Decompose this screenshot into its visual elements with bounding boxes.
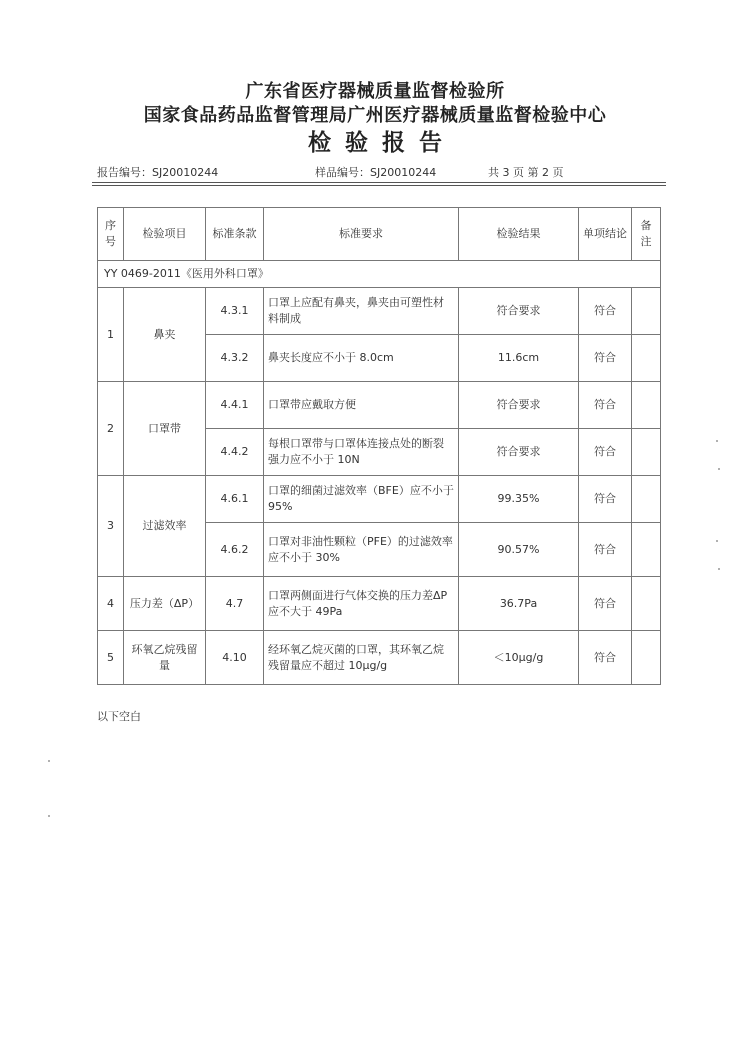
- row-number: 4: [98, 577, 124, 631]
- scan-speck: [718, 568, 720, 570]
- note: [632, 476, 661, 523]
- conclusion: 符合: [579, 288, 632, 335]
- requirement: 口罩对非油性颗粒（PFE）的过滤效率应不小于 30%: [264, 523, 459, 577]
- table-row: [98, 382, 661, 429]
- header-clause: 标准条款: [206, 208, 264, 261]
- sample-number: 样品编号：SJ20010244: [315, 166, 437, 179]
- table-row: [98, 476, 661, 523]
- result: 11.6cm: [459, 335, 579, 382]
- clause: 4.4.2: [206, 429, 264, 476]
- header-no: 序号: [98, 208, 124, 261]
- requirement: 口罩上应配有鼻夹，鼻夹由可塑性材料制成: [264, 288, 459, 335]
- note: [632, 523, 661, 577]
- scan-speck: [716, 540, 718, 542]
- org-name-line2: 国家食品药品监督管理局广州医疗器械质量监督检验中心: [143, 105, 607, 126]
- scan-speck: [716, 440, 718, 442]
- header-rule: [92, 182, 666, 183]
- result: 符合要求: [459, 288, 579, 335]
- header-note: 备注: [632, 208, 661, 261]
- requirement: 口罩带应戴取方便: [264, 382, 459, 429]
- header-item: 检验项目: [124, 208, 206, 261]
- note: [632, 382, 661, 429]
- row-number: 1: [98, 288, 124, 382]
- note: [632, 577, 661, 631]
- conclusion: 符合: [579, 523, 632, 577]
- requirement: 鼻夹长度应不小于 8.0cm: [264, 335, 459, 382]
- row-number: 3: [98, 476, 124, 577]
- standard-name: YY 0469-2011《医用外科口罩》: [98, 261, 661, 288]
- result: 90.57%: [459, 523, 579, 577]
- table-header-row: [98, 208, 661, 261]
- scan-speck: [718, 468, 720, 470]
- table-row: [98, 631, 661, 685]
- conclusion: 符合: [579, 476, 632, 523]
- blank-below-note: 以下空白: [97, 710, 141, 723]
- note: [632, 335, 661, 382]
- requirement: 每根口罩带与口罩体连接点处的断裂强力应不小于 10N: [264, 429, 459, 476]
- clause: 4.6.1: [206, 476, 264, 523]
- document-title: 检验报告: [308, 130, 456, 156]
- scan-speck: [48, 815, 50, 817]
- clause: 4.7: [206, 577, 264, 631]
- row-number: 5: [98, 631, 124, 685]
- test-item: 口罩带: [124, 382, 206, 476]
- conclusion: 符合: [579, 631, 632, 685]
- conclusion: 符合: [579, 429, 632, 476]
- note: [632, 631, 661, 685]
- test-item: 过滤效率: [124, 476, 206, 577]
- clause: 4.3.2: [206, 335, 264, 382]
- conclusion: 符合: [579, 335, 632, 382]
- note: [632, 429, 661, 476]
- result: 符合要求: [459, 429, 579, 476]
- table-row: [98, 288, 661, 335]
- standard-row: [98, 261, 661, 288]
- org-name-line1: 广东省医疗器械质量监督检验所: [245, 81, 505, 102]
- result: ＜10μg/g: [459, 631, 579, 685]
- header-requirement: 标准要求: [264, 208, 459, 261]
- requirement: 口罩两侧面进行气体交换的压力差ΔP 应不大于 49Pa: [264, 577, 459, 631]
- inspection-table: [97, 207, 661, 685]
- requirement: 经环氧乙烷灭菌的口罩，其环氧乙烷残留量应不超过 10μg/g: [264, 631, 459, 685]
- clause: 4.6.2: [206, 523, 264, 577]
- result: 36.7Pa: [459, 577, 579, 631]
- result: 99.35%: [459, 476, 579, 523]
- clause: 4.10: [206, 631, 264, 685]
- table-row: [98, 577, 661, 631]
- test-item: 环氧乙烷残留量: [124, 631, 206, 685]
- test-item: 鼻夹: [124, 288, 206, 382]
- row-number: 2: [98, 382, 124, 476]
- test-item: 压力差（ΔP）: [124, 577, 206, 631]
- header-result: 检验结果: [459, 208, 579, 261]
- conclusion: 符合: [579, 577, 632, 631]
- report-number: 报告编号：SJ20010244: [97, 166, 219, 179]
- requirement: 口罩的细菌过滤效率（BFE）应不小于 95%: [264, 476, 459, 523]
- header-conclusion: 单项结论: [579, 208, 632, 261]
- result: 符合要求: [459, 382, 579, 429]
- conclusion: 符合: [579, 382, 632, 429]
- scan-speck: [48, 760, 50, 762]
- clause: 4.3.1: [206, 288, 264, 335]
- page-indicator: 共 3 页 第 2 页: [488, 166, 564, 179]
- header-rule-double: [92, 185, 666, 186]
- clause: 4.4.1: [206, 382, 264, 429]
- note: [632, 288, 661, 335]
